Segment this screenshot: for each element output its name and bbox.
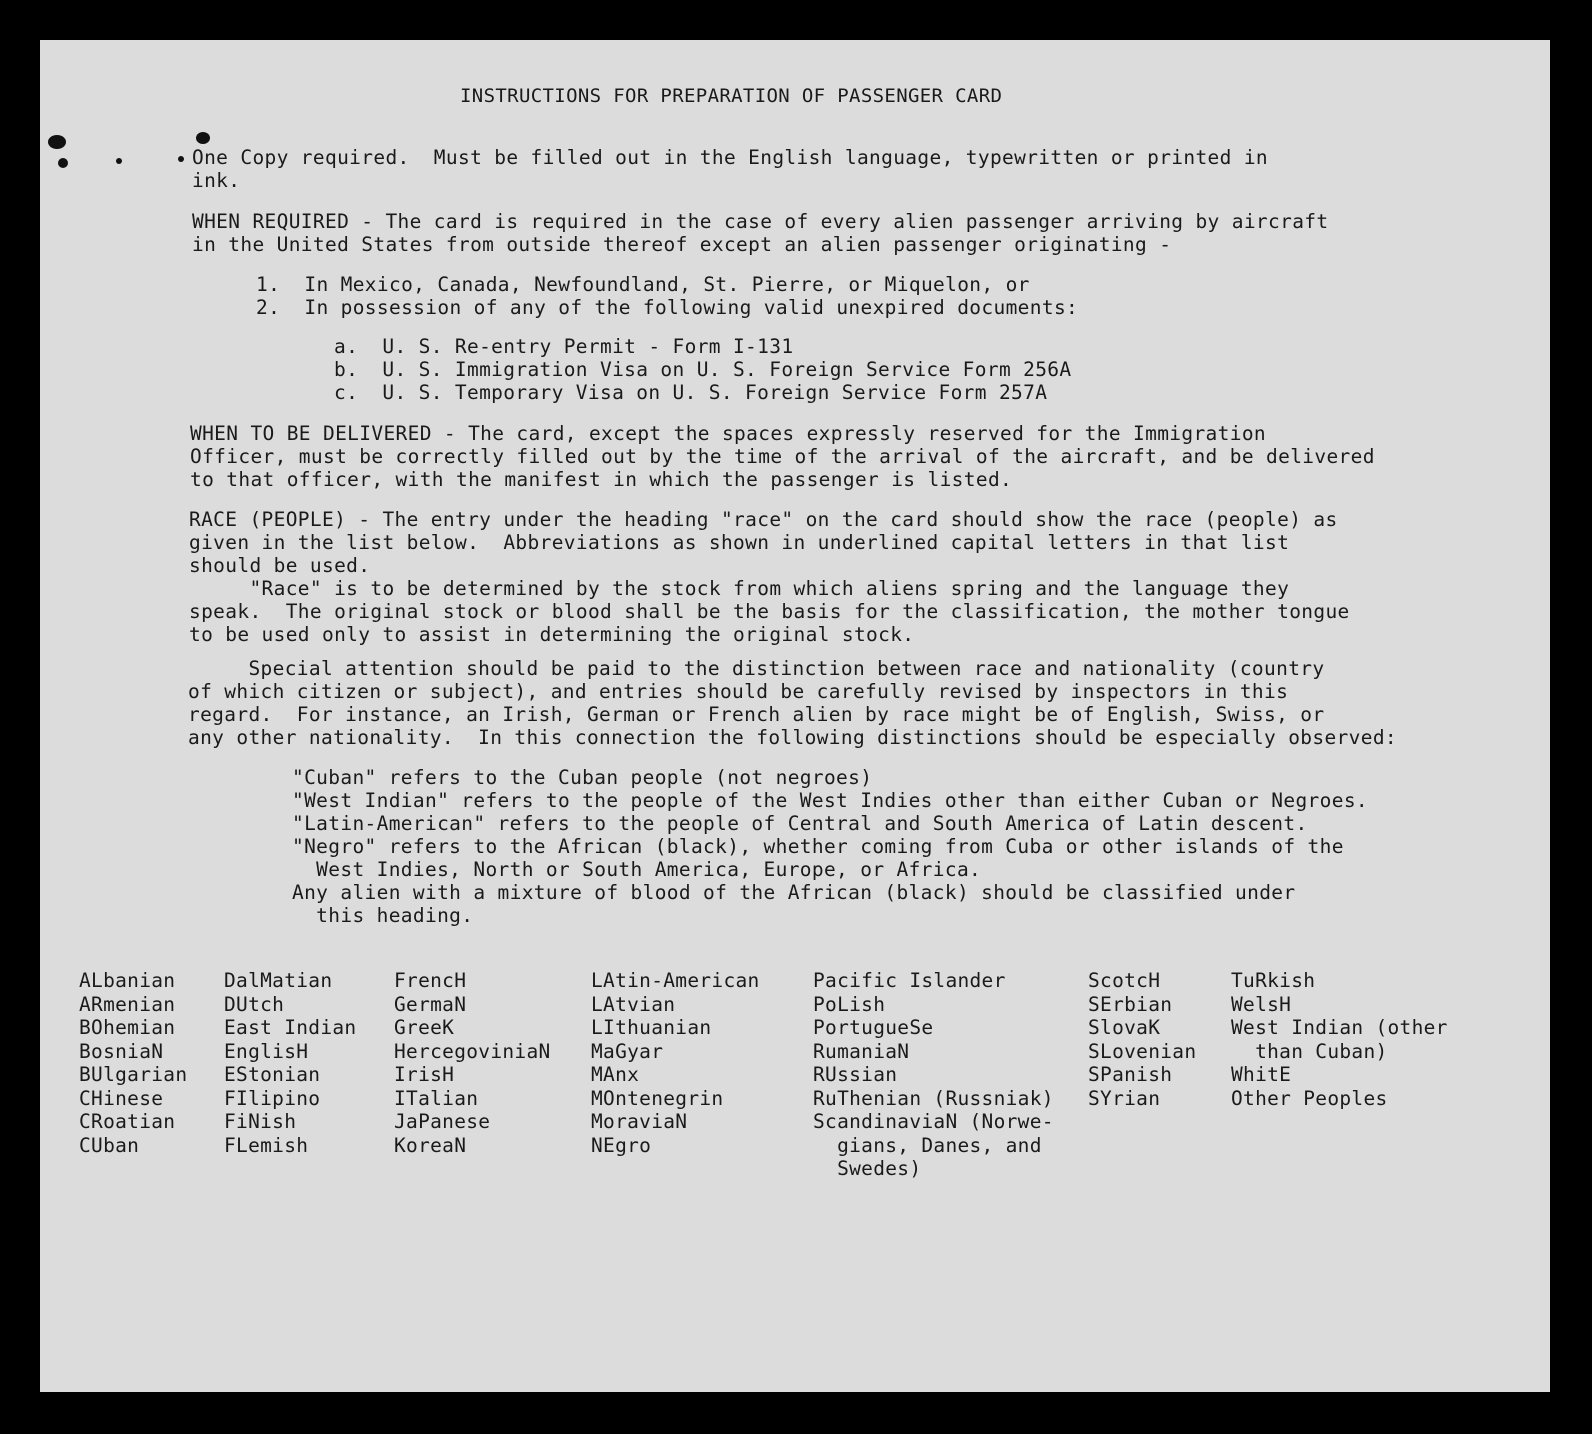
race-item: CUban xyxy=(79,1133,140,1157)
race-item: Swedes) xyxy=(813,1157,922,1180)
list-item: c. U. S. Temporary Visa on U. S. Foreign Service Form 257A xyxy=(334,381,1048,404)
race-item: West Indian (other xyxy=(1231,1016,1448,1039)
race-column-1 xyxy=(79,969,187,1157)
race-item: MoraviaN xyxy=(591,1110,688,1133)
race-item: MaGyar xyxy=(591,1039,664,1063)
lettered-list xyxy=(334,335,1072,404)
race-item: FiNish xyxy=(224,1110,297,1133)
race-column-3 xyxy=(394,969,551,1157)
page-title: INSTRUCTIONS FOR PREPARATION OF PASSENGER CARD xyxy=(460,85,1003,107)
race-item: GermaN xyxy=(394,992,467,1016)
race-item: DUtch xyxy=(224,992,285,1016)
race-item: PoLish xyxy=(813,992,886,1016)
race-item: LAtvian xyxy=(591,992,676,1016)
race-item: DalMatian xyxy=(224,969,333,992)
race-column-4 xyxy=(591,969,760,1157)
race-item: LAtin-American xyxy=(591,969,760,992)
ink-blot xyxy=(116,158,122,164)
race-item: IrisH xyxy=(394,1063,455,1086)
race-column-5 xyxy=(813,969,1054,1181)
race-item: EnglisH xyxy=(224,1039,309,1063)
race-item: LIthuanian xyxy=(591,1016,712,1039)
race-item: FIlipino xyxy=(224,1086,321,1110)
race-item: GreeK xyxy=(394,1016,455,1039)
special-attention-paragraph: Special attention should be paid to the distinction between race and nationality (country of which citizen or subject), and entries should be carefully revised by inspectors in this regard. For instance, an Irish, German or French alien by race might be of English, Swiss, or any other nationality. In this connection the following distinctions should be especially observed: xyxy=(188,657,1397,749)
race-item: ALbanian xyxy=(79,969,176,992)
ink-blot xyxy=(48,135,66,149)
race-item: SYrian xyxy=(1088,1086,1161,1110)
race-item: gians, Danes, and xyxy=(813,1133,1042,1157)
race-item: NEgro xyxy=(591,1133,652,1157)
race-paragraph: RACE (PEOPLE) - The entry under the heading "race" on the card should show the race (people) as given in the list below. Abbreviations as shown in underlined capital letters in that list should be used. "Race" is to be determined by the stock from which aliens spring and the language they speak. The original stock or blood shall be the basis for the classification, the mother tongue to be used only to assist in determining the original stock. xyxy=(189,508,1350,646)
list-item: 1. In Mexico, Canada, Newfoundland, St. Pierre, or Miquelon, or xyxy=(256,273,1030,296)
ink-blot xyxy=(178,156,184,162)
list-item: 2. In possession of any of the following valid unexpired documents: xyxy=(256,296,1079,319)
document-page xyxy=(40,40,1550,1392)
race-item: than Cuban) xyxy=(1231,1039,1388,1063)
race-item: ARmenian xyxy=(79,992,176,1016)
race-item: WhitE xyxy=(1231,1063,1292,1086)
list-item: b. U. S. Immigration Visa on U. S. Foreign Service Form 256A xyxy=(334,358,1072,381)
intro-paragraph: One Copy required. Must be filled out in the English language, typewritten or printed in ink. xyxy=(192,146,1269,192)
race-item: WelsH xyxy=(1231,992,1292,1016)
when-required-paragraph: WHEN REQUIRED - The card is required in the case of every alien passenger arriving by aircraft in the United States from outside thereof except an alien passenger originating - xyxy=(192,210,1329,256)
race-item: FLemish xyxy=(224,1133,309,1157)
race-item: MOntenegrin xyxy=(591,1086,724,1110)
race-item: BUlgarian xyxy=(79,1063,188,1086)
race-item: SErbian xyxy=(1088,992,1173,1016)
race-item: EStonian xyxy=(224,1063,321,1086)
race-item: HercegoviniaN xyxy=(394,1039,551,1063)
race-item: JaPanese xyxy=(394,1110,491,1133)
race-item: ScotcH xyxy=(1088,969,1161,992)
race-item: FrencH xyxy=(394,969,467,992)
race-item: SPanish xyxy=(1088,1063,1173,1086)
race-column-2 xyxy=(224,969,356,1157)
race-item: RumaniaN xyxy=(813,1039,910,1063)
when-delivered-paragraph: WHEN TO BE DELIVERED - The card, except the spaces expressly reserved for the Immigration Officer, must be correctly filled out by the time of the arrival of the aircraft, and be delivered to that officer, with the manifest in which the passenger is listed. xyxy=(190,422,1375,491)
race-column-7 xyxy=(1231,969,1448,1110)
race-item: ScandinaviaN (Norwe- xyxy=(813,1110,1054,1133)
numbered-list xyxy=(256,273,1078,319)
race-item: SlovaK xyxy=(1088,1016,1161,1039)
race-item: RuThenian (Russniak) xyxy=(813,1086,1054,1110)
race-column-6 xyxy=(1088,969,1196,1110)
ink-blot xyxy=(196,132,210,144)
race-item: ITalian xyxy=(394,1086,479,1110)
race-item: TuRkish xyxy=(1231,969,1316,992)
distinctions-list: "Cuban" refers to the Cuban people (not negroes) "West Indian" refers to the people of the West Indies other than either Cuban or Negroes. "Latin-American" refers to the people of Central and South America of Latin descent. "Negro" refers to the African (black), whether coming from Cuba or other islands of the West Indies, North or South America, Europe, or Africa. Any alien with a mixture of blood of the African (black) should be classified under this heading. xyxy=(292,766,1369,927)
race-item: BOhemian xyxy=(79,1016,176,1039)
race-item: CHinese xyxy=(79,1086,164,1110)
race-item: SLovenian xyxy=(1088,1039,1197,1063)
race-item: RUssian xyxy=(813,1063,898,1086)
race-item: CRoatian xyxy=(79,1110,176,1133)
race-item: BosniaN xyxy=(79,1039,164,1063)
race-item: East Indian xyxy=(224,1016,357,1039)
ink-blot xyxy=(58,158,68,168)
race-item: KoreaN xyxy=(394,1133,467,1157)
race-item: MAnx xyxy=(591,1063,640,1086)
race-item: PortugueSe xyxy=(813,1016,934,1039)
race-item: Other Peoples xyxy=(1231,1086,1388,1110)
list-item: a. U. S. Re-entry Permit - Form I-131 xyxy=(334,335,794,358)
race-item: Pacific Islander xyxy=(813,969,1006,992)
